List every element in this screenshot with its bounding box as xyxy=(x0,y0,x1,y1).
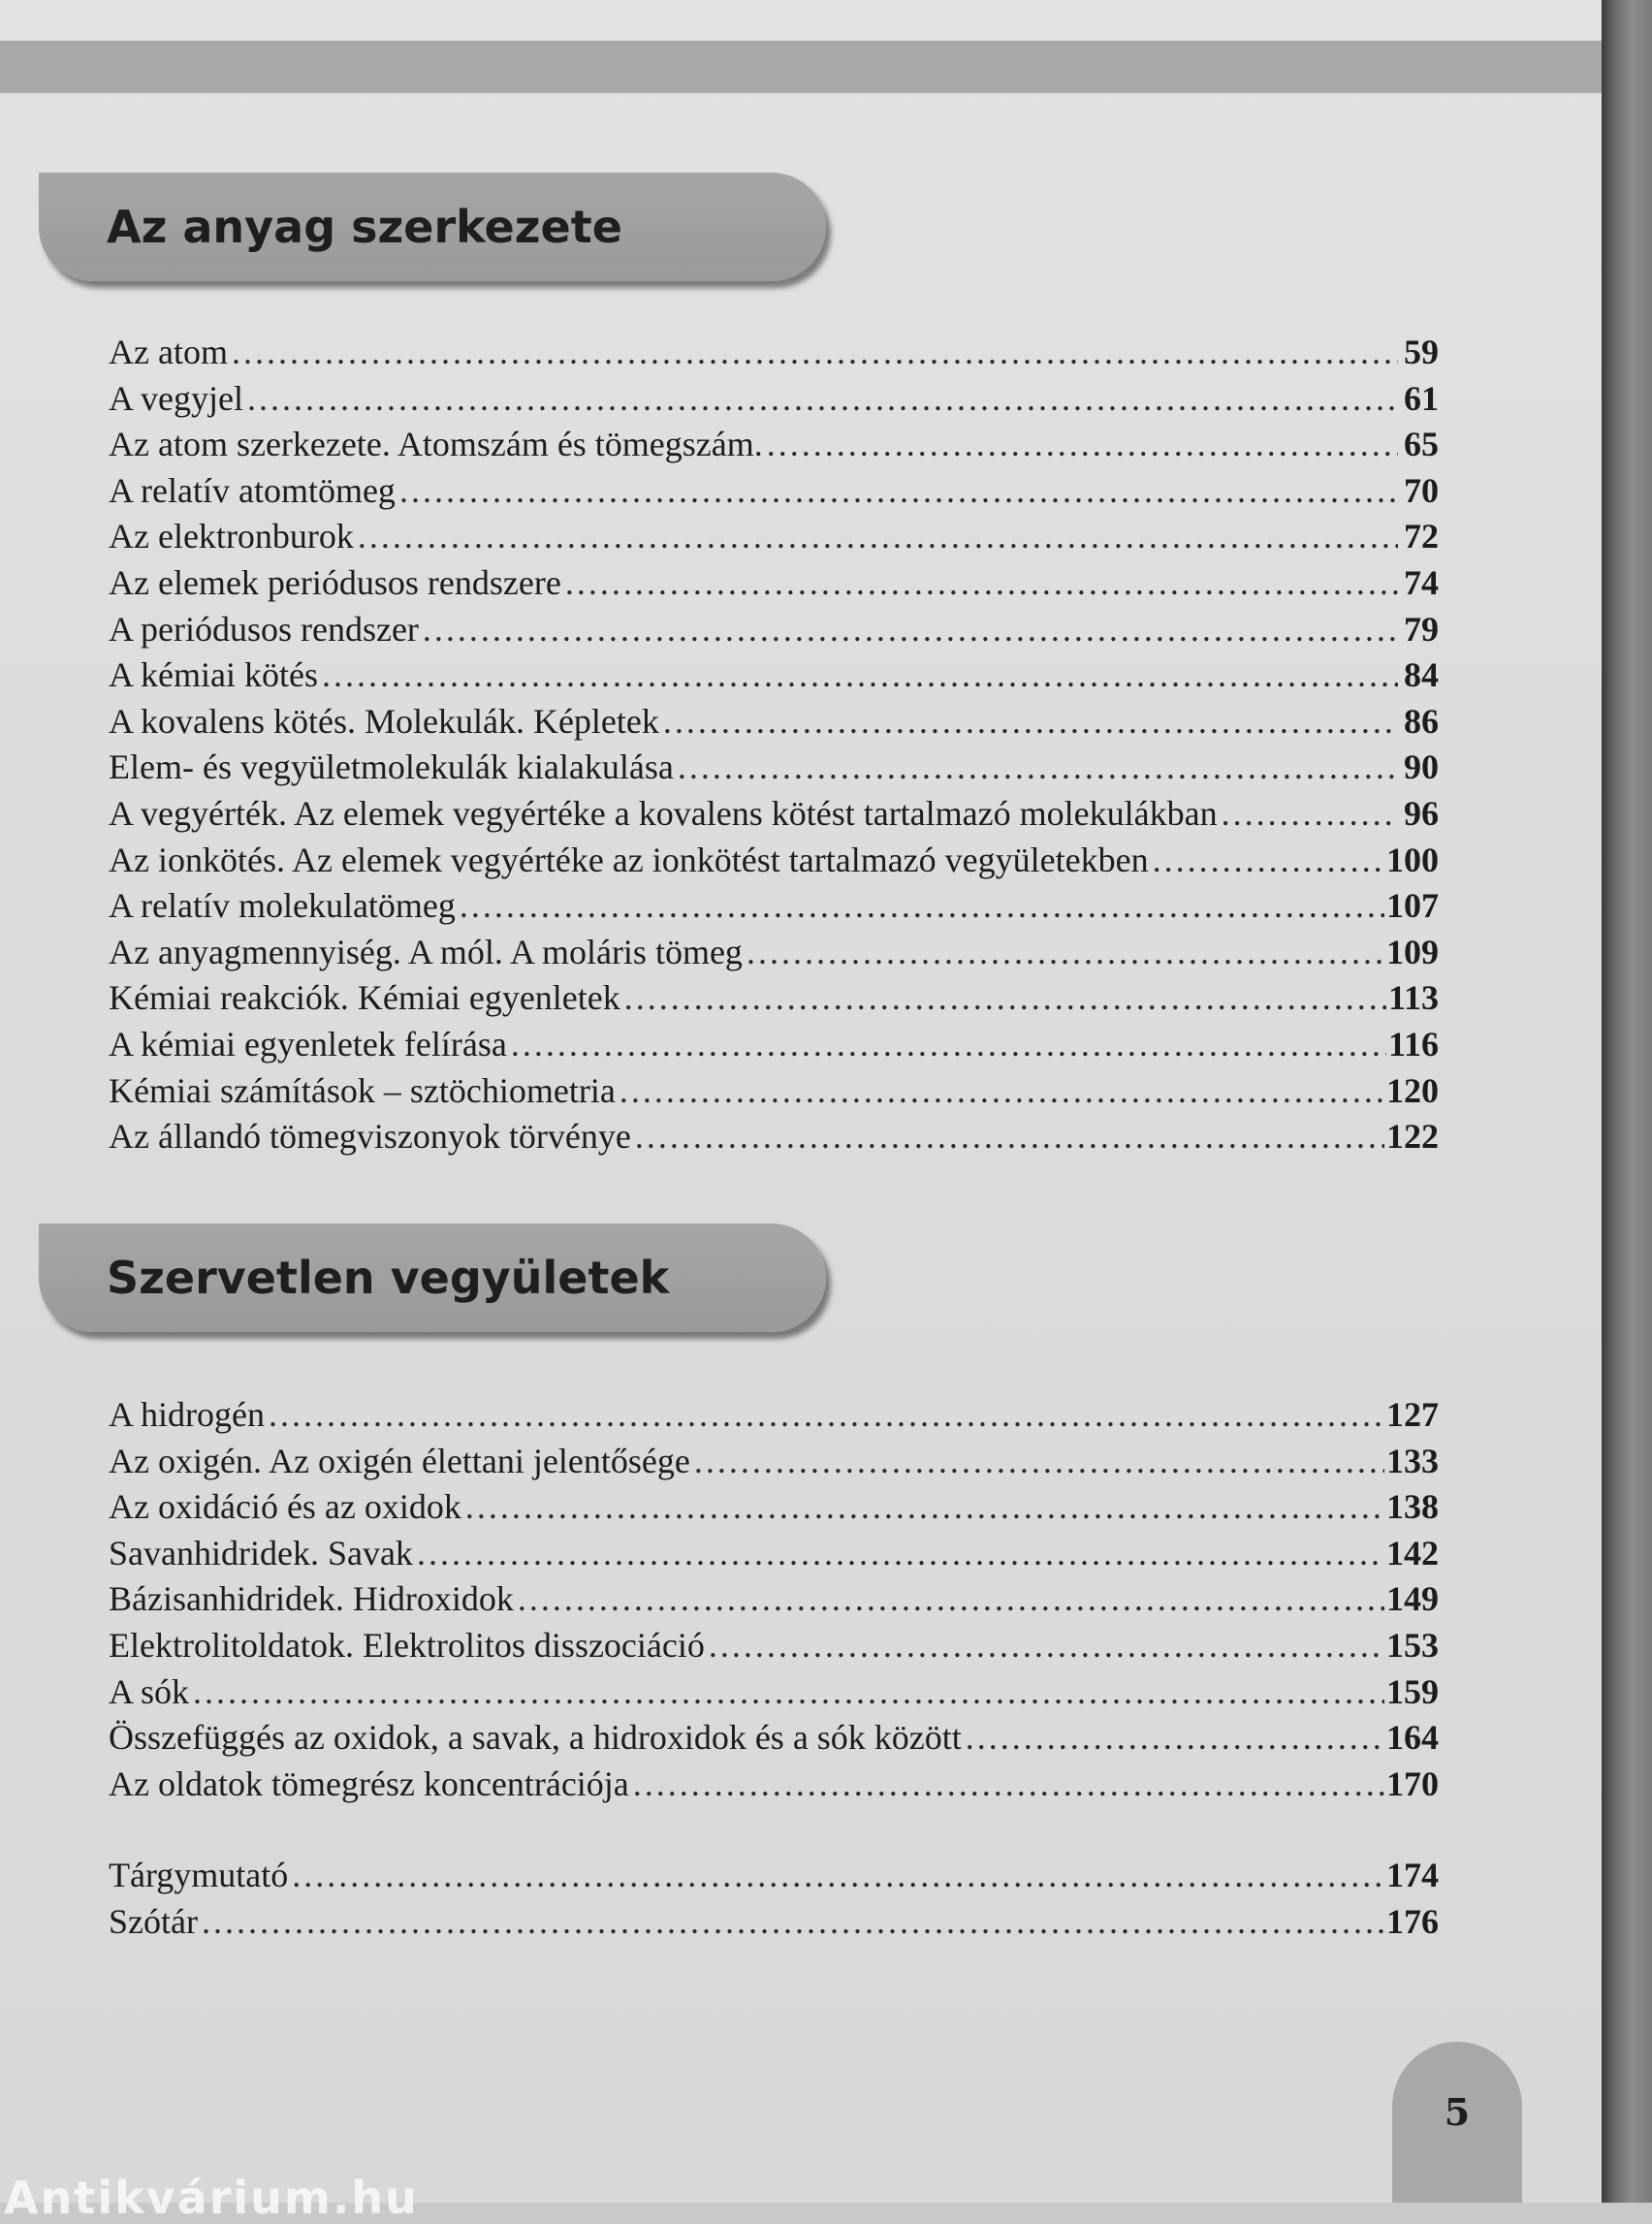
toc-entry-page: 133 xyxy=(1386,1441,1439,1480)
toc-entry-title: Az anyagmennyiség. A mól. A moláris tömeg xyxy=(109,932,743,971)
toc-entry xyxy=(109,1022,1439,1068)
top-band xyxy=(0,41,1602,93)
toc-entry-page: 113 xyxy=(1387,978,1439,1018)
toc-entry-title: A vegyérték. Az elemek vegyértéke a kovalens kötést tartalmazó molekulákban xyxy=(109,793,1218,833)
toc-entry-title: Az atom szerkezete. Atomszám és tömegszám. xyxy=(109,425,763,464)
leader-dots xyxy=(460,883,1384,930)
toc-entry xyxy=(109,745,1439,791)
leader-dots xyxy=(417,1531,1384,1577)
toc-entry-page: 74 xyxy=(1404,562,1439,602)
toc-entry-page: 61 xyxy=(1404,378,1439,418)
toc-entry-page: 116 xyxy=(1387,1024,1439,1064)
toc-entry xyxy=(109,1068,1439,1115)
toc-entry-title: A vegyjel xyxy=(109,378,243,418)
leader-dots xyxy=(694,1439,1384,1485)
section-title: Az anyag szerkezete xyxy=(107,201,622,253)
leader-dots xyxy=(399,468,1398,515)
toc-entry-title: Az oldatok tömegrész koncentrációja xyxy=(109,1763,629,1803)
leader-dots xyxy=(232,330,1398,376)
toc-entry-page: 59 xyxy=(1404,333,1439,371)
toc-entry-page: 159 xyxy=(1386,1671,1439,1711)
toc-entry-page: 79 xyxy=(1404,609,1439,649)
toc-entry xyxy=(109,1762,1439,1808)
toc-entry-page: 65 xyxy=(1404,425,1439,464)
toc-entry xyxy=(109,1853,1439,1899)
toc-entry-title: A sók xyxy=(109,1671,190,1711)
toc-entry-page: 170 xyxy=(1386,1763,1439,1803)
page-number-tab xyxy=(1392,2042,1522,2203)
toc-entry xyxy=(109,422,1439,468)
leader-dots xyxy=(269,1392,1384,1439)
toc-entry-title: Kémiai számítások – sztöchiometria xyxy=(109,1070,616,1110)
toc-entry-page: 120 xyxy=(1386,1070,1439,1110)
toc-entry-title: A kémiai kötés xyxy=(109,655,318,695)
toc-entry xyxy=(109,1531,1439,1577)
toc-entry xyxy=(109,975,1439,1022)
section-title: Szervetlen vegyületek xyxy=(107,1252,670,1304)
leader-dots xyxy=(358,514,1398,560)
toc-entry-title: Elektrolitoldatok. Elektrolitos disszociáció xyxy=(109,1625,705,1665)
leader-dots xyxy=(635,1114,1384,1160)
toc-entry-title: Kémiai reakciók. Kémiai egyenletek xyxy=(109,978,620,1018)
toc-entry-page: 70 xyxy=(1404,470,1439,510)
toc-entry-page: 86 xyxy=(1404,701,1439,741)
toc-entry-page: 174 xyxy=(1386,1856,1439,1894)
toc-entry xyxy=(109,838,1439,884)
toc-entry xyxy=(109,1899,1439,1946)
watermark: Antikvárium.hu xyxy=(4,2172,419,2224)
leader-dots xyxy=(292,1853,1384,1899)
leader-dots xyxy=(966,1715,1384,1762)
leader-dots xyxy=(663,699,1398,746)
toc-entry-title: Bázisanhidridek. Hidroxidok xyxy=(109,1579,514,1619)
toc-entry-page: 122 xyxy=(1386,1117,1439,1157)
toc-entry-page: 100 xyxy=(1386,840,1439,879)
toc-list-appendix xyxy=(109,1853,1439,1945)
toc-entry-title: Az oxidáció és az oxidok xyxy=(109,1487,461,1527)
toc-entry xyxy=(109,1484,1439,1531)
leader-dots xyxy=(1153,838,1384,884)
leader-dots xyxy=(518,1576,1384,1623)
toc-entry-title: Az atom xyxy=(109,333,228,371)
toc-list-section-1 xyxy=(109,330,1439,1160)
toc-entry xyxy=(109,1576,1439,1623)
section-header-anyag-szerkezete xyxy=(39,173,826,281)
leader-dots xyxy=(202,1899,1384,1946)
toc-list-section-2 xyxy=(109,1392,1439,1807)
toc-entry-title: Az oxigén. Az oxigén élettani jelentősége xyxy=(109,1441,690,1480)
toc-entry-page: 153 xyxy=(1386,1625,1439,1665)
page-number: 5 xyxy=(1444,2090,1471,2134)
toc-entry-page: 72 xyxy=(1404,517,1439,556)
toc-entry xyxy=(109,607,1439,653)
toc-entry-title: Szótár xyxy=(109,1901,198,1941)
toc-entry-title: Elem- és vegyületmolekulák kialakulása xyxy=(109,747,674,787)
toc-entry xyxy=(109,1623,1439,1669)
toc-entry-page: 84 xyxy=(1404,655,1439,695)
toc-entry-title: A hidrogén xyxy=(109,1395,265,1434)
toc-entry-page: 149 xyxy=(1386,1579,1439,1619)
leader-dots xyxy=(678,745,1398,791)
leader-dots xyxy=(620,1068,1384,1115)
toc-entry-page: 109 xyxy=(1386,932,1439,971)
toc-entry-title: Az elemek periódusos rendszere xyxy=(109,562,561,602)
leader-dots xyxy=(247,376,1398,423)
toc-entry xyxy=(109,883,1439,930)
toc-entry-title: Tárgymutató xyxy=(109,1856,289,1894)
toc-entry-page: 142 xyxy=(1386,1533,1439,1573)
toc-entry-page: 96 xyxy=(1404,793,1439,833)
toc-entry xyxy=(109,791,1439,838)
leader-dots xyxy=(423,607,1398,653)
toc-entry-title: Összefüggés az oxidok, a savak, a hidroxidok és a sók között xyxy=(109,1718,962,1758)
toc-entry xyxy=(109,330,1439,376)
leader-dots xyxy=(633,1762,1384,1808)
toc-entry-page: 107 xyxy=(1386,886,1439,926)
toc-entry xyxy=(109,1669,1439,1716)
toc-entry xyxy=(109,1114,1439,1160)
toc-entry-title: A kémiai egyenletek felírása xyxy=(109,1024,507,1064)
leader-dots xyxy=(1222,791,1398,838)
toc-entry-page: 138 xyxy=(1386,1487,1439,1527)
leader-dots xyxy=(709,1623,1384,1669)
toc-entry xyxy=(109,560,1439,607)
toc-entry xyxy=(109,1439,1439,1485)
leader-dots xyxy=(565,560,1398,607)
toc-entry xyxy=(109,514,1439,560)
toc-entry-title: A relatív atomtömeg xyxy=(109,470,396,510)
toc-entry-title: Savanhidridek. Savak xyxy=(109,1533,413,1573)
leader-dots xyxy=(511,1022,1386,1068)
toc-entry-title: A relatív molekulatömeg xyxy=(109,886,456,926)
toc-entry-page: 127 xyxy=(1386,1395,1439,1434)
toc-entry-page: 176 xyxy=(1386,1901,1439,1941)
leader-dots xyxy=(465,1484,1384,1531)
toc-entry xyxy=(109,1715,1439,1762)
leader-dots xyxy=(193,1669,1384,1716)
toc-entry-page: 164 xyxy=(1386,1718,1439,1758)
toc-entry-title: Az elektronburok xyxy=(109,517,354,556)
toc-entry-page: 90 xyxy=(1404,747,1439,787)
section-header-szervetlen-vegyuletek xyxy=(39,1223,826,1332)
toc-entry-title: A periódusos rendszer xyxy=(109,609,419,649)
toc-entry-title: Az állandó tömegviszonyok törvénye xyxy=(109,1117,631,1157)
book-spine-edge xyxy=(1602,0,1652,2203)
leader-dots xyxy=(767,422,1398,468)
toc-entry-title: Az ionkötés. Az elemek vegyértéke az ionkötést tartalmazó vegyületekben xyxy=(109,840,1149,879)
leader-dots xyxy=(322,652,1398,699)
toc-entry xyxy=(109,652,1439,699)
toc-entry-title: A kovalens kötés. Molekulák. Képletek xyxy=(109,701,659,741)
toc-entry xyxy=(109,699,1439,746)
toc-entry xyxy=(109,1392,1439,1439)
toc-entry xyxy=(109,468,1439,515)
leader-dots xyxy=(624,975,1386,1022)
toc-entry xyxy=(109,930,1439,976)
toc-entry xyxy=(109,376,1439,423)
leader-dots xyxy=(747,930,1384,976)
